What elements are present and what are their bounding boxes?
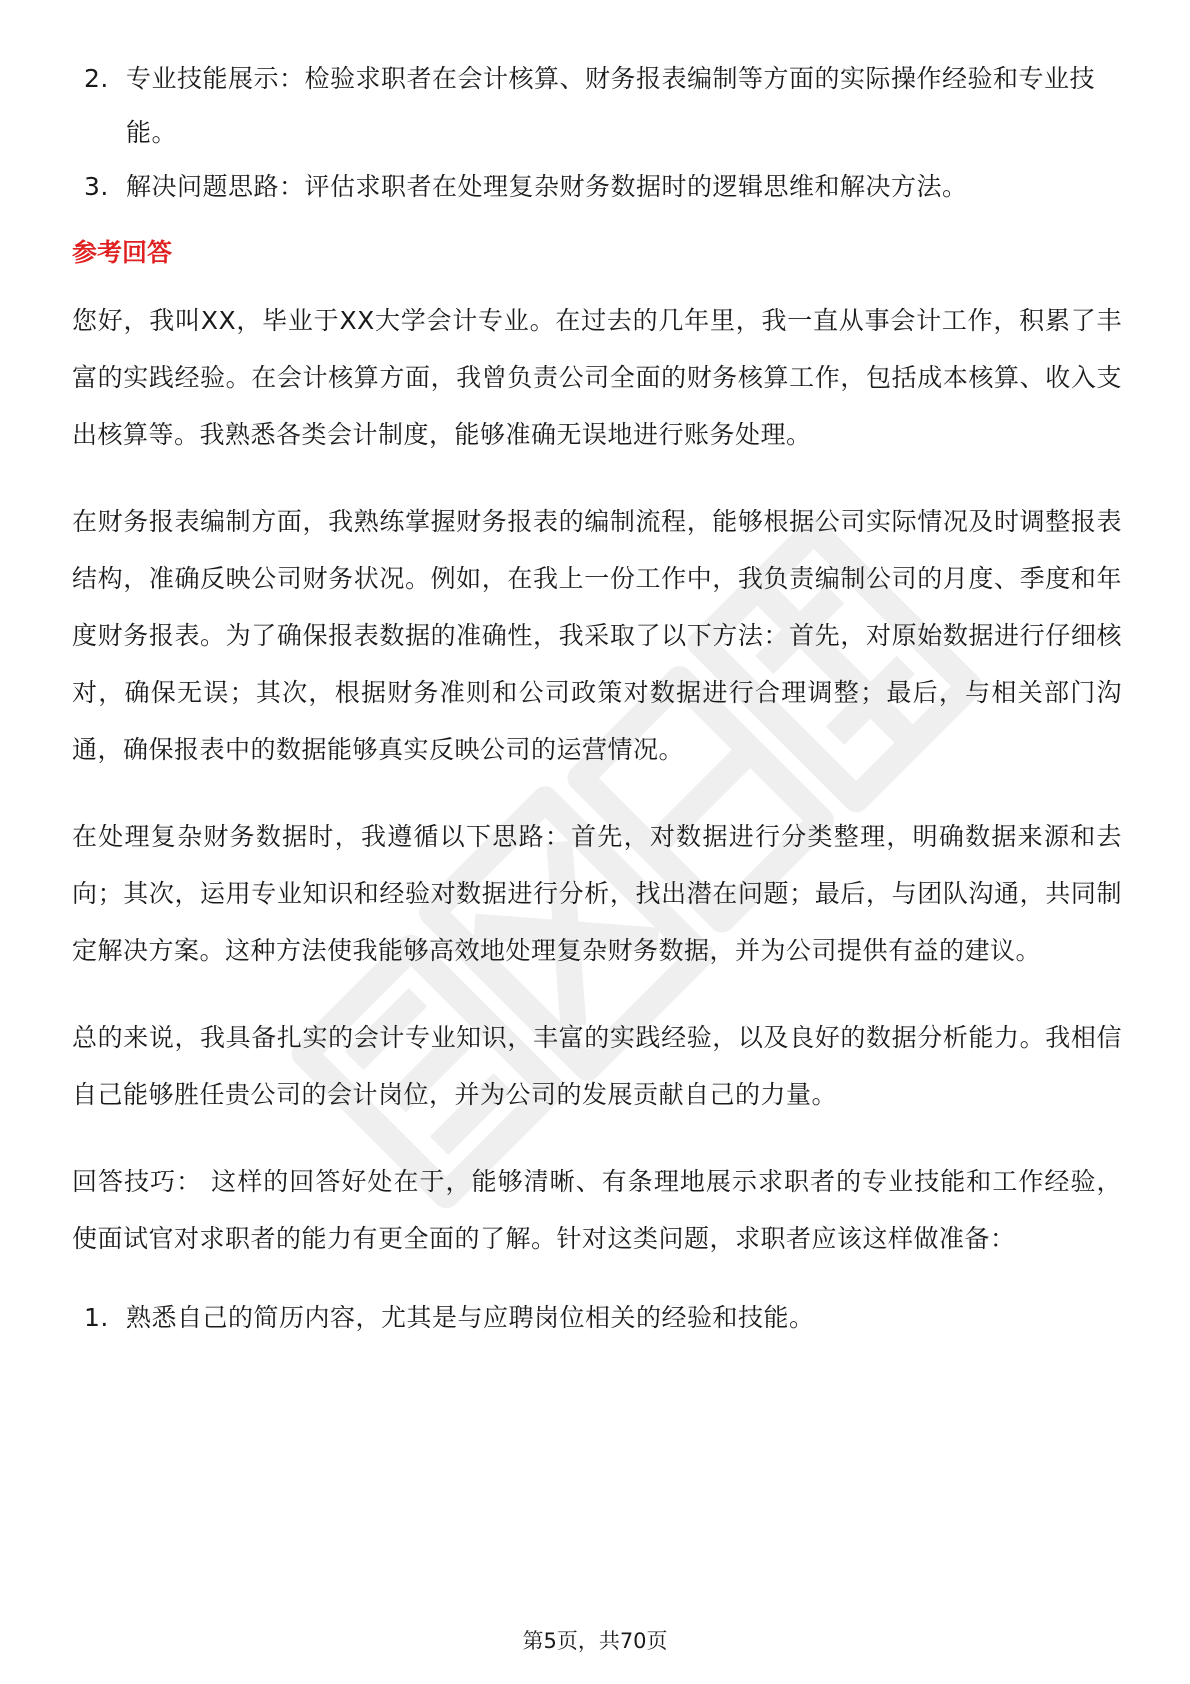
paragraph: 在处理复杂财务数据时，我遵循以下思路：首先，对数据进行分类整理，明确数据来源和去向；其次，运用专业知识和经验对数据进行分析，找出潜在问题；最后，与团队沟通，共同制定解决方案。这种方法使我能够高效地处理复杂财务数据，并为公司提供有益的建议。 (72, 822, 1122, 965)
page-footer: 第5页，共70页 (522, 1629, 668, 1653)
list-item (72, 1291, 1122, 1345)
list-text: 解决问题思路：评估求职者在处理复杂财务数据时的逻辑思维和解决方法。 (126, 172, 968, 201)
list-number: 1. (84, 1303, 109, 1332)
list-item (72, 160, 1122, 214)
list-text: 专业技能展示：检验求职者在会计核算、财务报表编制等方面的实际操作经验和专业技能。 (126, 64, 1096, 147)
list-text: 熟悉自己的简历内容，尤其是与应聘岗位相关的经验和技能。 (126, 1303, 815, 1332)
answer-tips-paragraph: 回答技巧： 这样的回答好处在于，能够清晰、有条理地展示求职者的专业技能和工作经验，使面试官对求职者的能力有更全面的了解。针对这类问题，求职者应该这样做准备： (72, 1167, 1122, 1253)
list-number: 3. (84, 172, 109, 201)
paragraph: 在财务报表编制方面，我熟练掌握财务报表的编制流程，能够根据公司实际情况及时调整报表结构，准确反映公司财务状况。例如，在我上一份工作中，我负责编制公司的月度、季度和年度财务报表。为了确保报表数据的准确性，我采取了以下方法：首先，对原始数据进行仔细核对，确保无误；其次，根据财务准则和公司政策对数据进行合理调整；最后，与相关部门沟通，确保报表中的数据能够真实反映公司的运营情况。 (72, 507, 1122, 764)
document-content (72, 52, 1122, 1345)
paragraph: 总的来说，我具备扎实的会计专业知识，丰富的实践经验，以及良好的数据分析能力。我相信自己能够胜任贵公司的会计岗位，并为公司的发展贡献自己的力量。 (72, 1023, 1122, 1109)
list-number: 2. (84, 64, 109, 93)
section-heading: 参考回答 (72, 238, 173, 267)
paragraph: 您好，我叫XX，毕业于XX大学会计专业。在过去的几年里，我一直从事会计工作，积累了丰富的实践经验。在会计核算方面，我曾负责公司全面的财务核算工作，包括成本核算、收入支出核算等。我熟悉各类会计制度，能够准确无误地进行账务处理。 (72, 306, 1122, 449)
list-item (72, 52, 1122, 160)
